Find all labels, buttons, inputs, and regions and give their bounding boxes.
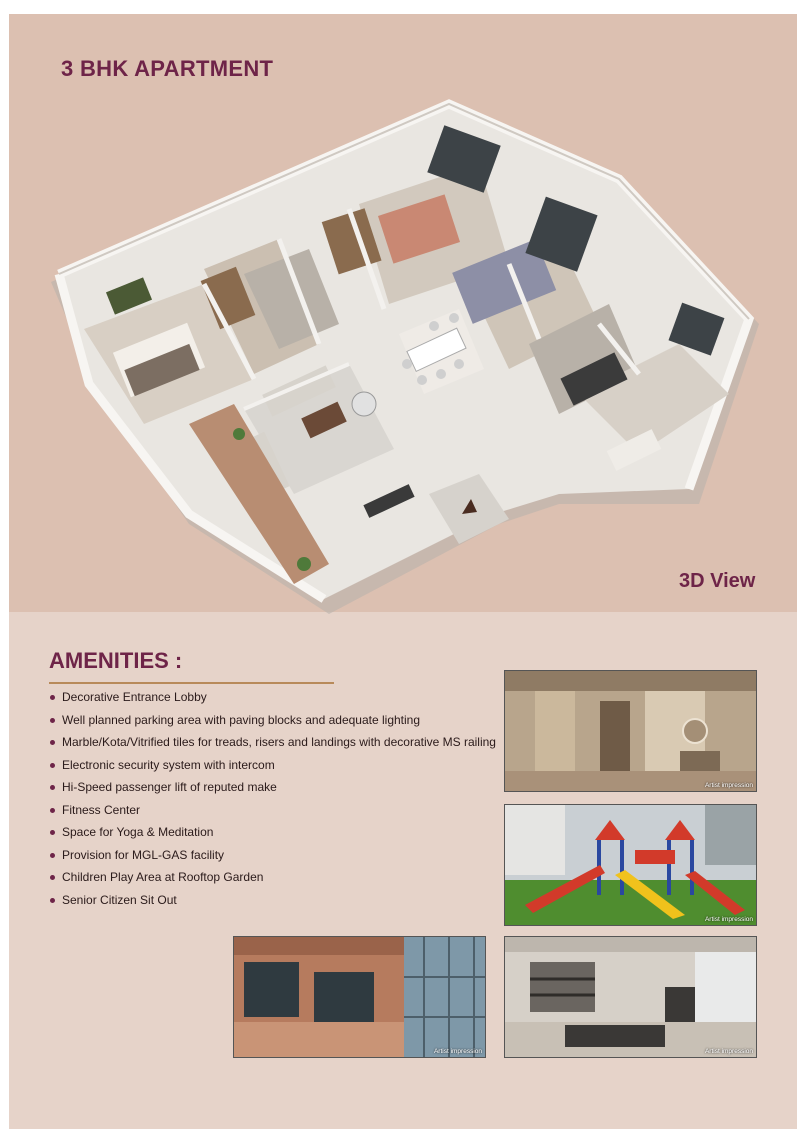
photo-caption: Artist impression (704, 1048, 753, 1055)
photo-caption: Artist impression (433, 1048, 482, 1055)
building-facade-image (233, 936, 486, 1058)
photo-caption: Artist impression (704, 782, 753, 789)
amenities-divider (49, 682, 334, 684)
entrance-lobby-image (504, 670, 757, 792)
amenity-item: Children Play Area at Rooftop Garden (49, 866, 496, 889)
amenity-item: Senior Citizen Sit Out (49, 889, 496, 912)
amenities-heading: AMENITIES : (49, 648, 183, 673)
amenity-item: Hi-Speed passenger lift of reputed make (49, 776, 496, 799)
amenity-item: Decorative Entrance Lobby (49, 686, 496, 709)
photo-caption: Artist impression (704, 916, 753, 923)
amenity-item: Electronic security system with intercom (49, 754, 496, 777)
view-label: 3D View (679, 570, 756, 592)
amenity-item: Marble/Kota/Vitrified tiles for treads, risers and landings with decorative MS railing (49, 731, 496, 754)
amenity-item: Well planned parking area with paving blocks and adequate lighting (49, 709, 496, 732)
floor-plan-3d-image (39, 94, 779, 614)
fitness-center-image (504, 936, 757, 1058)
floor-plan-section (9, 14, 797, 612)
amenity-item: Fitness Center (49, 799, 496, 822)
amenity-item: Space for Yoga & Meditation (49, 821, 496, 844)
amenity-item: Provision for MGL-GAS facility (49, 844, 496, 867)
amenities-list (49, 686, 496, 911)
children-play-area-image (504, 804, 757, 926)
brochure-page (9, 14, 797, 1129)
page-title: 3 BHK APARTMENT (61, 56, 274, 81)
